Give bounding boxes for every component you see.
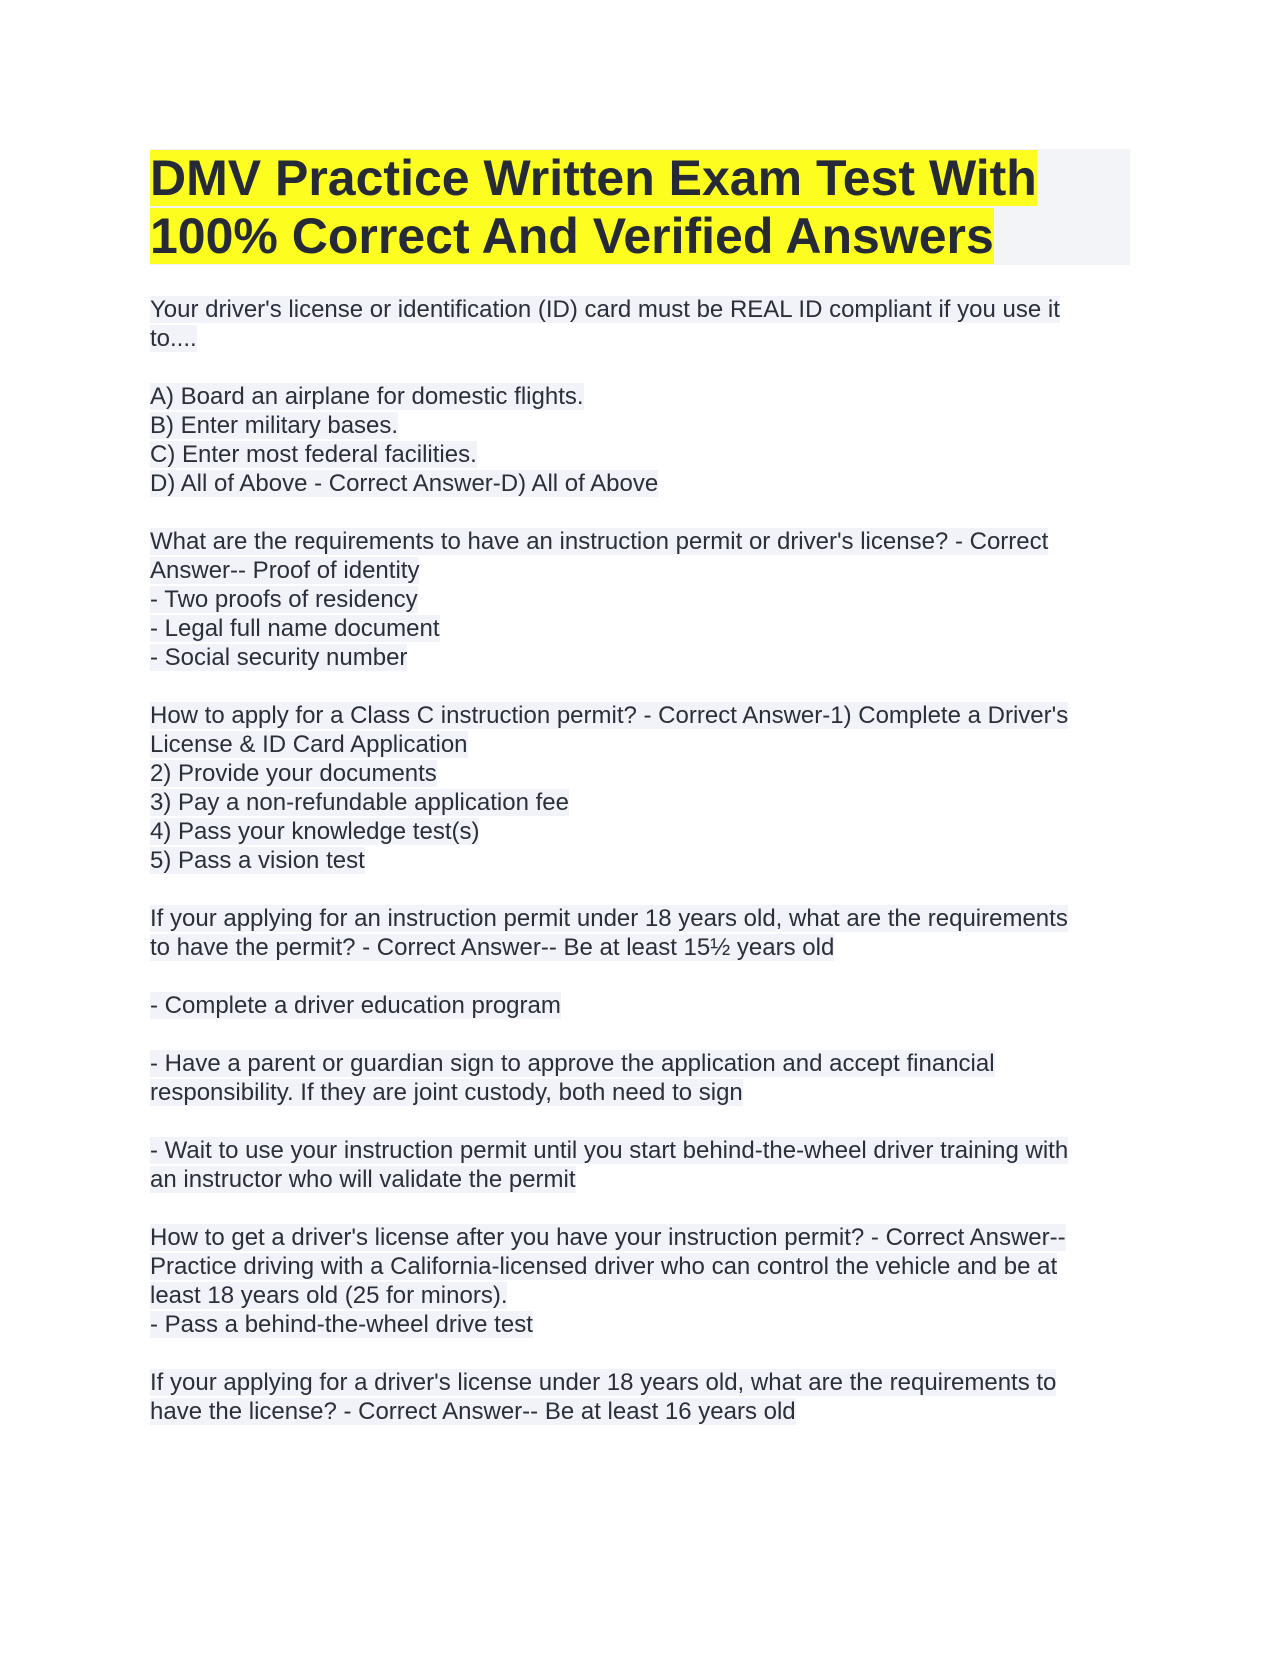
text-line: B) Enter military bases. — [150, 412, 399, 439]
question-paragraph — [150, 1136, 1130, 1194]
text-line: - Wait to use your instruction permit until you start behind-the-wheel driver training with — [150, 1137, 1069, 1164]
text-line: C) Enter most federal facilities. — [150, 441, 477, 468]
text-line: 4) Pass your knowledge test(s) — [150, 818, 480, 845]
question-paragraph — [150, 1223, 1130, 1339]
title-line-2: 100% Correct And Verified Answers — [150, 208, 994, 264]
text-line: - Have a parent or guardian sign to approve the application and accept financial — [150, 1050, 995, 1077]
document-body — [150, 295, 1130, 1426]
text-line: least 18 years old (25 for minors). — [150, 1282, 508, 1309]
text-line: A) Board an airplane for domestic flights. — [150, 383, 584, 410]
text-line: What are the requirements to have an instruction permit or driver's license? - Correct — [150, 528, 1049, 555]
question-paragraph — [150, 1368, 1130, 1426]
text-line: responsibility. If they are joint custody, both need to sign — [150, 1079, 743, 1106]
text-line: have the license? - Correct Answer-- Be at least 16 years old — [150, 1398, 796, 1425]
text-line: 2) Provide your documents — [150, 760, 437, 787]
text-line: License & ID Card Application — [150, 731, 468, 758]
text-line: Your driver's license or identification (ID) card must be REAL ID compliant if you use it — [150, 296, 1060, 323]
text-line: - Social security number — [150, 644, 408, 671]
text-line: to.... — [150, 325, 197, 352]
question-paragraph — [150, 382, 1130, 498]
text-line: an instructor who will validate the permit — [150, 1166, 576, 1193]
text-line: D) All of Above - Correct Answer-D) All of Above — [150, 470, 659, 497]
question-paragraph — [150, 1049, 1130, 1107]
document-title — [150, 149, 1130, 265]
text-line: to have the permit? - Correct Answer-- Be at least 15½ years old — [150, 934, 835, 961]
text-line: If your applying for an instruction permit under 18 years old, what are the requirements — [150, 905, 1068, 932]
text-line: - Two proofs of residency — [150, 586, 418, 613]
text-line: 3) Pay a non-refundable application fee — [150, 789, 569, 816]
text-line: How to get a driver's license after you have your instruction permit? - Correct Answer-- — [150, 1224, 1066, 1251]
text-line: - Pass a behind-the-wheel drive test — [150, 1311, 533, 1338]
text-line: If your applying for a driver's license under 18 years old, what are the requirements to — [150, 1369, 1057, 1396]
text-line: 5) Pass a vision test — [150, 847, 365, 874]
question-paragraph — [150, 295, 1130, 353]
title-line-1: DMV Practice Written Exam Test With — [150, 150, 1037, 206]
document-page — [150, 149, 1130, 1455]
text-line: Practice driving with a California-licensed driver who can control the vehicle and be at — [150, 1253, 1058, 1280]
text-line: Answer-- Proof of identity — [150, 557, 420, 584]
question-paragraph — [150, 904, 1130, 962]
text-line: How to apply for a Class C instruction permit? - Correct Answer-1) Complete a Driver's — [150, 702, 1069, 729]
text-line: - Complete a driver education program — [150, 992, 561, 1019]
question-paragraph — [150, 991, 1130, 1020]
document-title-block — [150, 149, 1130, 265]
question-paragraph — [150, 527, 1130, 672]
question-paragraph — [150, 701, 1130, 875]
text-line: - Legal full name document — [150, 615, 440, 642]
